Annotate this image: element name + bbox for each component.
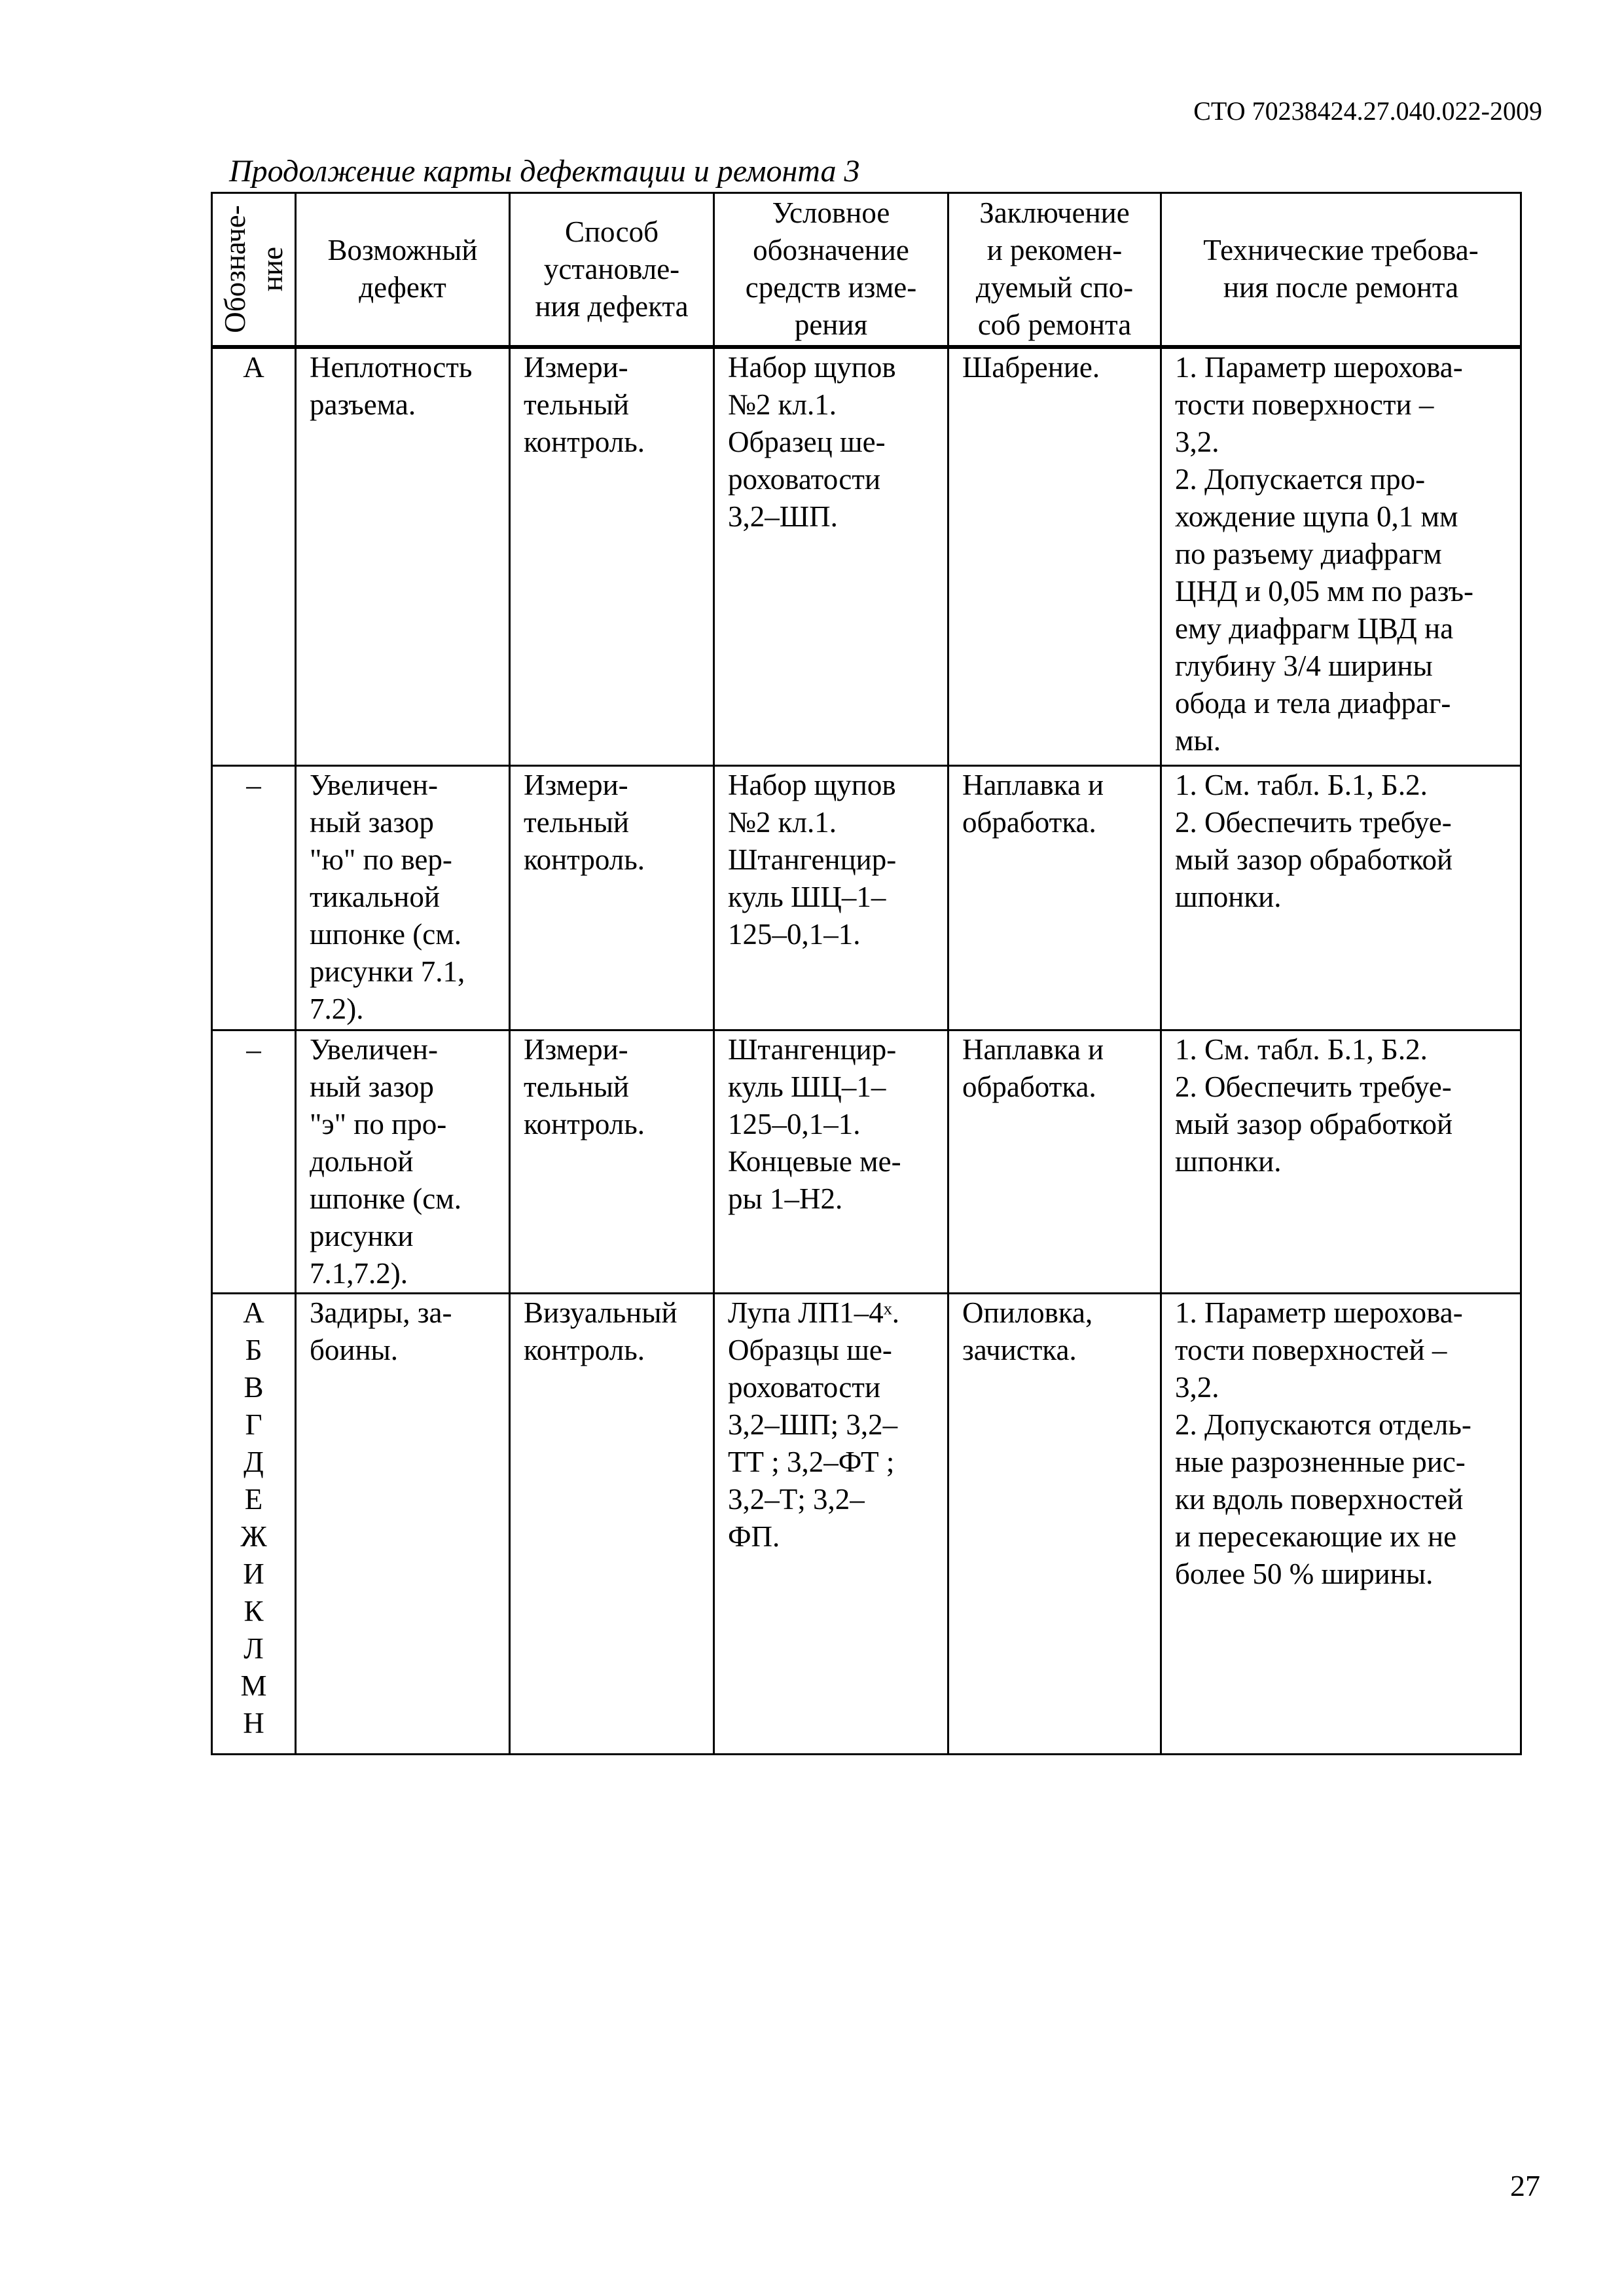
cell-line: 3,2. [1175,425,1219,458]
defect-repair-table [211,192,1522,1755]
column-header-designation [212,193,296,347]
cell-repair [948,1294,1161,1755]
cell-line: шпонки. [1175,881,1282,913]
cell-designation [212,347,296,766]
header-line: Обозначе- [218,205,251,334]
cell-line: разъема. [310,388,416,421]
cell-line: ры 1–Н2. [728,1182,843,1215]
cell-line: "э" по про- [310,1108,447,1140]
cell-line: роховатости [728,462,881,496]
cell-line: Опиловка, [962,1296,1093,1329]
designation-letter: А [243,350,264,384]
cell-line: Шабрение. [962,350,1100,384]
cell-line: Лупа ЛП1–4ˣ. [728,1296,899,1329]
cell-line: куль ШЦ–1– [728,881,886,913]
designation-letter: В [244,1371,264,1404]
cell-line: контроль. [524,425,645,458]
cell-defect [296,766,510,1030]
cell-line: обода и тела диафраг- [1175,686,1451,720]
cell-line: зачистка. [962,1334,1077,1366]
cell-tools [714,766,948,1030]
cell-line: 7.1,7.2). [310,1257,408,1290]
cell-line: Увеличен- [310,769,438,801]
cell-line: по разъему диафрагм [1175,537,1442,570]
cell-line: ный зазор [310,806,434,839]
cell-line: Набор щупов [728,769,896,801]
cell-line: 3,2–Т; 3,2– [728,1483,865,1516]
cell-line: Измери- [524,350,628,384]
cell-line: №2 кл.1. [728,806,837,839]
cell-line: Наплавка и [962,769,1104,801]
cell-line: ФП. [728,1520,780,1553]
header-line: ния после ремонта [1223,271,1459,304]
cell-line: Измери- [524,1033,628,1066]
cell-requirements [1161,347,1521,766]
cell-line: ные разрозненные рис- [1175,1446,1466,1478]
cell-line: глубину 3/4 ширины [1175,649,1433,682]
table-row [212,766,1521,1030]
header-line: установле- [543,252,680,285]
cell-defect [296,1030,510,1294]
cell-line: ему диафрагм ЦВД на [1175,611,1454,645]
cell-line: Штангенцир- [728,1033,897,1066]
designation-letter: – [246,1033,261,1066]
designation-letter: Б [245,1334,262,1366]
designation-letter: Г [245,1408,262,1441]
cell-line: 1. Параметр шерохова- [1175,1296,1463,1329]
designation-letter: М [240,1669,267,1702]
cell-line: мый зазор обработкой [1175,1108,1453,1140]
cell-line: тельный [524,388,630,421]
header-line: Способ [564,215,659,248]
header-line: соб ремонта [977,308,1132,342]
cell-requirements [1161,766,1521,1030]
cell-line: 2. Допускается про- [1175,462,1426,496]
cell-line: 3,2–ШП. [728,500,838,533]
header-line: ния дефекта [535,289,689,323]
column-header-detection-method [510,193,714,347]
header-line: дуемый спо- [975,271,1134,304]
header-line: обозначение [753,234,909,267]
cell-line: Неплотность [310,350,473,384]
cell-repair [948,347,1161,766]
table-row [212,1294,1521,1755]
cell-requirements [1161,1294,1521,1755]
cell-line: дольной [310,1145,414,1178]
cell-designation [212,1030,296,1294]
cell-line: и пересекающие их не [1175,1520,1457,1553]
cell-line: Набор щупов [728,350,896,384]
cell-line: Увеличен- [310,1033,438,1066]
cell-repair [948,766,1161,1030]
cell-line: более 50 % ширины. [1175,1558,1434,1590]
header-line: Заключение [979,196,1130,230]
cell-line: 2. Обеспечить требуе- [1175,806,1452,839]
header-line: и рекомен- [986,234,1123,267]
header-line: средств изме- [745,271,917,304]
cell-method [510,1294,714,1755]
cell-line: обработка. [962,1070,1096,1103]
cell-line: ЦНД и 0,05 мм по разъ- [1175,574,1474,608]
cell-line: "ю" по вер- [310,843,452,876]
cell-line: Задиры, за- [310,1296,452,1329]
cell-line: рисунки 7.1, [310,955,465,988]
column-header-technical-requirements [1161,193,1521,347]
cell-line: тельный [524,806,630,839]
cell-defect [296,1294,510,1755]
cell-line: №2 кл.1. [728,388,837,421]
cell-line: Штангенцир- [728,843,897,876]
header-line: Возможный [327,234,478,267]
cell-line: рисунки [310,1220,414,1252]
cell-requirements [1161,1030,1521,1294]
cell-line: Образец ше- [728,425,886,458]
cell-line: хождение щупа 0,1 мм [1175,500,1458,533]
cell-line: ки вдоль поверхностей [1175,1483,1464,1516]
cell-line: ный зазор [310,1070,434,1103]
column-header-measuring-tools [714,193,948,347]
header-line: Условное [772,196,890,230]
cell-method [510,766,714,1030]
cell-line: 1. Параметр шерохова- [1175,350,1463,384]
cell-line: куль ШЦ–1– [728,1070,886,1103]
designation-letter: Е [244,1483,263,1516]
cell-line: шпонке (см. [310,1182,461,1215]
cell-tools [714,1030,948,1294]
cell-line: роховатости [728,1371,881,1404]
document-code: СТО 70238424.27.040.022-2009 [1193,96,1542,126]
cell-repair [948,1030,1161,1294]
cell-line: 1. См. табл. Б.1, Б.2. [1175,769,1428,801]
cell-line: контроль. [524,843,645,876]
cell-line: 3,2. [1175,1371,1219,1404]
cell-line: контроль. [524,1108,645,1140]
designation-letter: И [243,1558,264,1590]
designation-letter: А [243,1296,264,1329]
cell-line: тости поверхностей – [1175,1334,1447,1366]
cell-line: 125–0,1–1. [728,918,861,951]
cell-line: Наплавка и [962,1033,1104,1066]
designation-letter: К [244,1595,264,1628]
cell-line: 1. См. табл. Б.1, Б.2. [1175,1033,1428,1066]
header-line: дефект [359,271,446,304]
designation-letter: Л [244,1632,264,1665]
table-row [212,1030,1521,1294]
designation-letter: Н [243,1707,264,1740]
header-line: ние [255,247,289,292]
column-header-repair-method [948,193,1161,347]
table-row [212,347,1521,766]
cell-line: шпонки. [1175,1145,1282,1178]
cell-line: обработка. [962,806,1096,839]
cell-line: 125–0,1–1. [728,1108,861,1140]
cell-line: мый зазор обработкой [1175,843,1453,876]
cell-line: ТТ ; 3,2–ФТ ; [728,1446,895,1478]
designation-letter: Ж [240,1520,267,1553]
column-header-defect [296,193,510,347]
cell-tools [714,347,948,766]
cell-line: тости поверхности – [1175,388,1434,421]
table-caption: Продолжение карты дефектации и ремонта 3 [229,154,860,189]
page-number: 27 [1510,2169,1540,2202]
header-line: Технические требова- [1203,234,1479,267]
cell-line: боины. [310,1334,399,1366]
cell-designation [212,766,296,1030]
cell-designation [212,1294,296,1755]
cell-line: Измери- [524,769,628,801]
cell-line: 2. Допускаются отдель- [1175,1408,1471,1441]
table-header-row [212,193,1521,347]
cell-tools [714,1294,948,1755]
cell-defect [296,347,510,766]
cell-line: Концевые ме- [728,1145,901,1178]
cell-line: Образцы ше- [728,1334,892,1366]
cell-line: Визуальный [524,1296,677,1329]
designation-letter: Д [244,1446,264,1478]
cell-line: тельный [524,1070,630,1103]
cell-line: контроль. [524,1334,645,1366]
cell-method [510,1030,714,1294]
designation-letter: – [246,769,261,801]
cell-line: 7.2). [310,993,364,1025]
cell-method [510,347,714,766]
header-line: рения [794,308,868,342]
cell-line: 3,2–ШП; 3,2– [728,1408,898,1441]
cell-line: шпонке (см. [310,918,461,951]
cell-line: 2. Обеспечить требуе- [1175,1070,1452,1103]
cell-line: мы. [1175,723,1221,757]
cell-line: тикальной [310,881,440,913]
